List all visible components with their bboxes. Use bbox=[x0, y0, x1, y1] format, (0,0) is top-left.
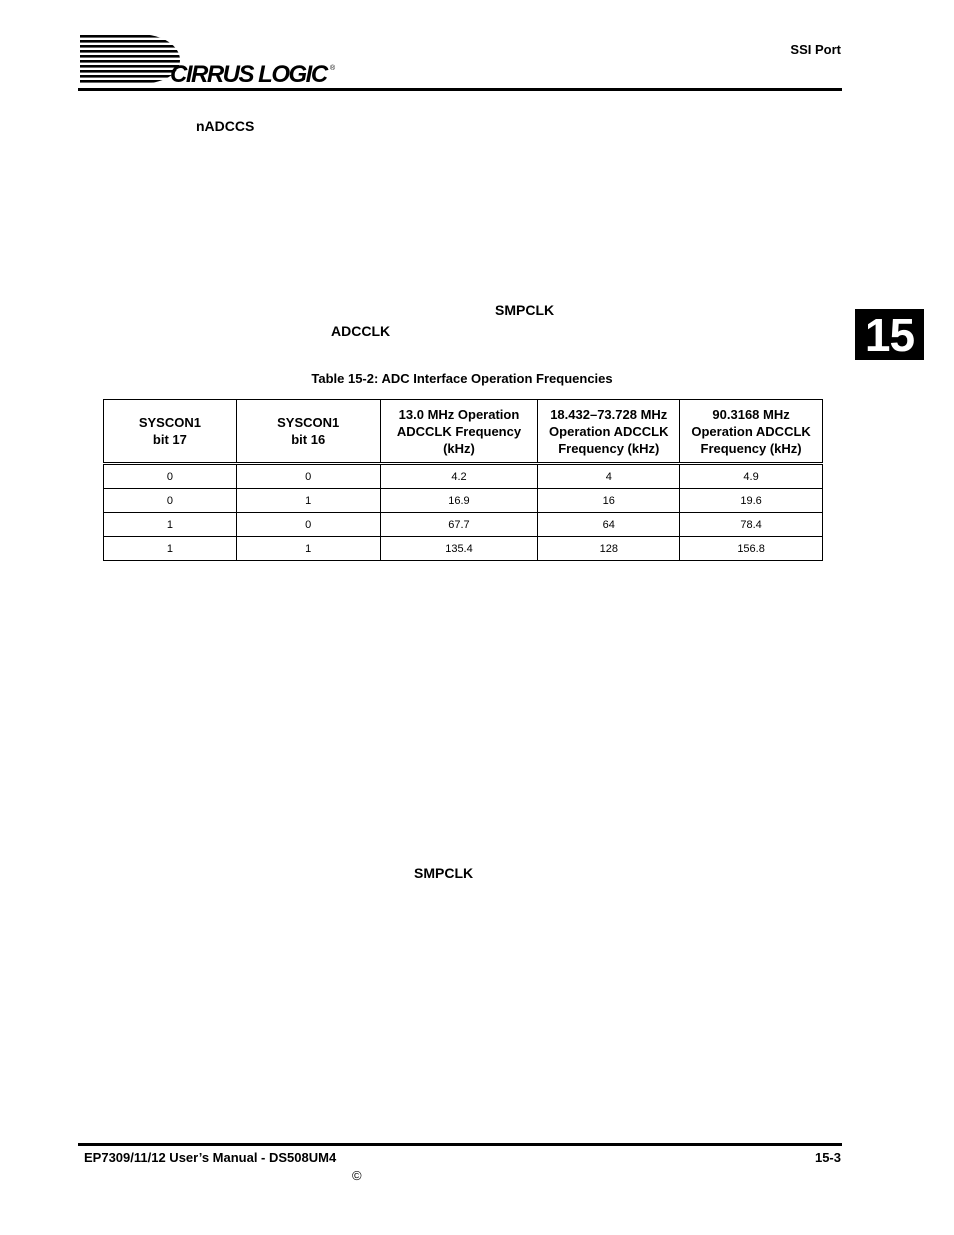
header-90mhz: 90.3168 MHz Operation ADCCLK Frequency (kHz) bbox=[680, 400, 823, 464]
logo-wordmark: CIRRUS LOGIC bbox=[170, 61, 327, 88]
table-cell: 4.2 bbox=[380, 464, 538, 489]
svg-text:®: ® bbox=[330, 65, 336, 72]
table-caption: Table 15-2: ADC Interface Operation Frequencies bbox=[311, 371, 613, 386]
cirrus-logic-logo bbox=[78, 26, 348, 88]
table-cell: 135.4 bbox=[380, 537, 538, 561]
label-nadccs: nADCCS bbox=[196, 118, 255, 134]
label-smpclk-lower: SMPCLK bbox=[414, 865, 474, 881]
table-row bbox=[104, 513, 823, 537]
header-18-73mhz: 18.432–73.728 MHz Operation ADCCLK Frequency (kHz) bbox=[538, 400, 680, 464]
footer-manual-title: EP7309/11/12 User’s Manual - DS508UM4 bbox=[84, 1150, 337, 1165]
table-cell: 4 bbox=[538, 464, 680, 489]
table-cell: 0 bbox=[104, 489, 237, 513]
copyright-symbol: © bbox=[352, 1168, 362, 1183]
section-title: SSI Port bbox=[790, 42, 841, 57]
header-rule bbox=[78, 88, 842, 91]
header-syscon1-bit17: SYSCON1 bit 17 bbox=[104, 400, 237, 464]
table-cell: 156.8 bbox=[680, 537, 823, 561]
table-row bbox=[104, 537, 823, 561]
table-cell: 78.4 bbox=[680, 513, 823, 537]
label-smpclk: SMPCLK bbox=[495, 302, 555, 318]
footer-page-number: 15-3 bbox=[814, 1150, 841, 1165]
table-cell: 4.9 bbox=[680, 464, 823, 489]
header-syscon1-bit16: SYSCON1 bit 16 bbox=[236, 400, 380, 464]
table-row bbox=[104, 464, 823, 489]
chapter-tab: 15 bbox=[855, 309, 924, 360]
table-header-row bbox=[104, 400, 823, 464]
table-cell: 128 bbox=[538, 537, 680, 561]
table-cell: 1 bbox=[236, 537, 380, 561]
adc-frequency-table bbox=[103, 399, 823, 561]
table-cell: 16 bbox=[538, 489, 680, 513]
table-cell: 0 bbox=[236, 464, 380, 489]
table-cell: 67.7 bbox=[380, 513, 538, 537]
label-adcclk: ADCCLK bbox=[331, 323, 391, 339]
footer-rule bbox=[78, 1143, 842, 1146]
header-13mhz: 13.0 MHz Operation ADCCLK Frequency (kHz) bbox=[380, 400, 538, 464]
table-cell: 64 bbox=[538, 513, 680, 537]
table-cell: 0 bbox=[236, 513, 380, 537]
table-row bbox=[104, 489, 823, 513]
table-cell: 16.9 bbox=[380, 489, 538, 513]
table-cell: 19.6 bbox=[680, 489, 823, 513]
table-cell: 0 bbox=[104, 464, 237, 489]
table-cell: 1 bbox=[104, 537, 237, 561]
logo-mark-icon bbox=[78, 26, 348, 88]
table-cell: 1 bbox=[104, 513, 237, 537]
table-cell: 1 bbox=[236, 489, 380, 513]
